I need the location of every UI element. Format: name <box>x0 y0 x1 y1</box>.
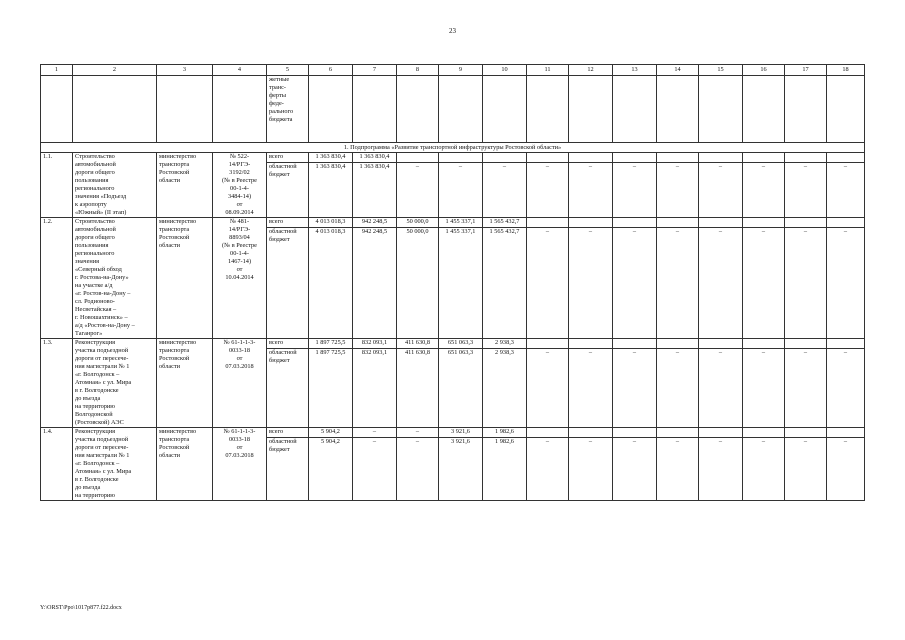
funding-value: – <box>483 163 527 218</box>
expert-document: № 522- 14/РГЭ- 3192/02 (№ в Реестре 00-1-4- 3484-14) от 08.09.2014 <box>213 153 267 218</box>
column-number: 12 <box>569 65 613 76</box>
funding-value: 3 921,6 <box>439 438 483 501</box>
funding-value: – <box>397 438 439 501</box>
column-number: 10 <box>483 65 527 76</box>
empty-cell <box>527 153 569 163</box>
executor: министерство транспорта Ростовской области <box>157 428 213 501</box>
empty-cell <box>699 76 743 143</box>
funding-value: – <box>439 163 483 218</box>
column-number: 6 <box>309 65 353 76</box>
empty-cell <box>569 218 613 228</box>
dash-cell: – <box>569 349 613 428</box>
empty-cell <box>657 153 699 163</box>
empty-cell <box>569 153 613 163</box>
empty-cell <box>743 339 785 349</box>
column-number: 4 <box>213 65 267 76</box>
dash-cell: – <box>827 228 865 339</box>
dash-cell: – <box>613 228 657 339</box>
funding-value: 411 630,8 <box>397 339 439 349</box>
empty-cell <box>527 428 569 438</box>
dash-cell: – <box>827 349 865 428</box>
dash-cell: – <box>743 228 785 339</box>
dash-cell: – <box>699 349 743 428</box>
project-name: Строительство автомобильной дороги общего пользования регионального значения «Подъезд к аэропорту «Южный» (II этап) <box>73 153 157 218</box>
dash-cell: – <box>699 163 743 218</box>
empty-cell <box>743 218 785 228</box>
dash-cell: – <box>699 228 743 339</box>
subprogram-title: 1. Подпрограмма «Развитие транспортной инфраструктуры Ростовской области» <box>41 143 865 153</box>
dash-cell: – <box>613 349 657 428</box>
funding-value <box>397 153 439 163</box>
column-number-row <box>41 65 865 76</box>
funding-source: всего <box>267 218 309 228</box>
dash-cell: – <box>657 228 699 339</box>
dash-cell: – <box>699 438 743 501</box>
funding-value: 5 904,2 <box>309 428 353 438</box>
funding-value: – <box>397 163 439 218</box>
funding-source: всего <box>267 428 309 438</box>
empty-cell <box>657 339 699 349</box>
funding-value: 1 363 830,4 <box>353 153 397 163</box>
empty-cell <box>743 153 785 163</box>
column-number: 17 <box>785 65 827 76</box>
empty-cell <box>41 76 73 143</box>
empty-cell <box>743 76 785 143</box>
table-row <box>41 153 865 163</box>
column-number: 18 <box>827 65 865 76</box>
dash-cell: – <box>613 438 657 501</box>
dash-cell: – <box>527 438 569 501</box>
project-name: Строительство автомобильной дороги общего пользования регионального значения «Северный обход г. Ростова-на-Дону» на участке а/д «г. Ростов-на-Дону – сл. Родионово- Несветайская – г. Новошахтинск» – а/д «Ростов-на-Дону – Таганрог» <box>73 218 157 339</box>
empty-cell <box>613 339 657 349</box>
dash-cell: – <box>569 438 613 501</box>
empty-cell <box>657 76 699 143</box>
financing-table <box>40 64 865 501</box>
dash-cell: – <box>785 163 827 218</box>
dash-cell: – <box>569 163 613 218</box>
dash-cell: – <box>827 438 865 501</box>
empty-cell <box>827 428 865 438</box>
empty-cell <box>785 428 827 438</box>
dash-cell: – <box>743 349 785 428</box>
empty-cell <box>827 76 865 143</box>
column-number: 15 <box>699 65 743 76</box>
project-name: Реконструкция участка подъездной дороги от пересече- ния магистрали № 1 «г. Волгодонск – Атомная» с ул. Мира в г. Волгодонске до въезда на территорию <box>73 428 157 501</box>
executor: министерство транспорта Ростовской области <box>157 218 213 339</box>
empty-cell <box>657 218 699 228</box>
empty-cell <box>527 339 569 349</box>
empty-cell <box>785 76 827 143</box>
dash-cell: – <box>827 163 865 218</box>
empty-cell <box>569 428 613 438</box>
dash-cell: – <box>743 438 785 501</box>
dash-cell: – <box>569 228 613 339</box>
empty-cell <box>827 339 865 349</box>
funding-source: областной бюджет <box>267 349 309 428</box>
funding-value: 1 982,6 <box>483 438 527 501</box>
empty-cell <box>699 153 743 163</box>
row-number: 1.1. <box>41 153 73 218</box>
empty-cell <box>785 218 827 228</box>
empty-cell <box>699 339 743 349</box>
funding-value: 1 897 725,5 <box>309 349 353 428</box>
funding-value: 411 630,8 <box>397 349 439 428</box>
funding-value: 651 063,3 <box>439 339 483 349</box>
column-number: 2 <box>73 65 157 76</box>
column-number: 8 <box>397 65 439 76</box>
funding-value: 4 013 018,3 <box>309 218 353 228</box>
empty-cell <box>527 76 569 143</box>
empty-cell <box>527 218 569 228</box>
funding-value: 1 897 725,5 <box>309 339 353 349</box>
table-row <box>41 428 865 438</box>
empty-cell <box>785 339 827 349</box>
empty-cell <box>213 76 267 143</box>
dash-cell: – <box>657 163 699 218</box>
empty-cell <box>613 428 657 438</box>
dash-cell: – <box>657 349 699 428</box>
dash-cell: – <box>527 349 569 428</box>
column-number: 16 <box>743 65 785 76</box>
empty-cell <box>569 339 613 349</box>
funding-value: 832 093,1 <box>353 349 397 428</box>
funding-value: – <box>353 438 397 501</box>
column-number: 13 <box>613 65 657 76</box>
funding-source: областной бюджет <box>267 438 309 501</box>
empty-cell <box>569 76 613 143</box>
funding-value: 1 363 830,4 <box>309 153 353 163</box>
table-row <box>41 339 865 349</box>
empty-cell <box>397 76 439 143</box>
funding-value: 1 982,6 <box>483 428 527 438</box>
empty-cell <box>785 153 827 163</box>
funding-value: 1 363 830,4 <box>353 163 397 218</box>
empty-cell <box>613 76 657 143</box>
funding-value: 2 938,3 <box>483 349 527 428</box>
empty-cell <box>613 218 657 228</box>
expert-document: № 481- 14/РГЭ- 8893/04 (№ в Реестре 00-1-4- 1467-14) от 10.04.2014 <box>213 218 267 339</box>
dash-cell: – <box>527 163 569 218</box>
funding-value <box>439 153 483 163</box>
empty-cell <box>827 153 865 163</box>
expert-document: № 61-1-1-3- 0033-18 от 07.03.2018 <box>213 339 267 428</box>
continuation-row <box>41 76 865 143</box>
funding-value: 942 248,5 <box>353 218 397 228</box>
funding-value: 1 455 337,1 <box>439 218 483 228</box>
funding-value: 1 565 432,7 <box>483 228 527 339</box>
continuation-text: жетные транс- ферты феде- рального бюджета <box>267 76 309 143</box>
dash-cell: – <box>657 438 699 501</box>
empty-cell <box>699 218 743 228</box>
funding-value: 942 248,5 <box>353 228 397 339</box>
funding-value: 1 565 432,7 <box>483 218 527 228</box>
expert-document: № 61-1-1-3- 0033-18 от 07.03.2018 <box>213 428 267 501</box>
empty-cell <box>699 428 743 438</box>
funding-value: 2 938,3 <box>483 339 527 349</box>
dash-cell: – <box>785 438 827 501</box>
empty-cell <box>73 76 157 143</box>
funding-value: 4 013 018,3 <box>309 228 353 339</box>
subprogram-row <box>41 143 865 153</box>
dash-cell: – <box>743 163 785 218</box>
funding-value: 651 063,3 <box>439 349 483 428</box>
dash-cell: – <box>785 349 827 428</box>
funding-value: – <box>397 428 439 438</box>
executor: министерство транспорта Ростовской области <box>157 153 213 218</box>
funding-value: 5 904,2 <box>309 438 353 501</box>
empty-cell <box>157 76 213 143</box>
funding-source: областной бюджет <box>267 163 309 218</box>
funding-value: 50 000,0 <box>397 228 439 339</box>
row-number: 1.2. <box>41 218 73 339</box>
row-number: 1.3. <box>41 339 73 428</box>
empty-cell <box>353 76 397 143</box>
project-name: Реконструкция участка подъездной дороги от пересече- ния магистрали № 1 «г. Волгодонск – Атомная» с ул. Мира в г. Волгодонске до въезда на территорию Волгодонской (Ростовской) АЭС <box>73 339 157 428</box>
funding-source: областной бюджет <box>267 228 309 339</box>
column-number: 1 <box>41 65 73 76</box>
column-number: 9 <box>439 65 483 76</box>
dash-cell: – <box>613 163 657 218</box>
empty-cell <box>309 76 353 143</box>
table-row <box>41 218 865 228</box>
empty-cell <box>483 76 527 143</box>
funding-value: – <box>353 428 397 438</box>
dash-cell: – <box>527 228 569 339</box>
executor: министерство транспорта Ростовской области <box>157 339 213 428</box>
column-number: 3 <box>157 65 213 76</box>
file-path: Y:\ORST\Ppo\1017p877.f22.docx <box>40 605 122 611</box>
empty-cell <box>613 153 657 163</box>
column-number: 11 <box>527 65 569 76</box>
funding-value: 1 455 337,1 <box>439 228 483 339</box>
empty-cell <box>439 76 483 143</box>
empty-cell <box>657 428 699 438</box>
funding-source: всего <box>267 153 309 163</box>
column-number: 14 <box>657 65 699 76</box>
row-number: 1.4. <box>41 428 73 501</box>
funding-source: всего <box>267 339 309 349</box>
empty-cell <box>743 428 785 438</box>
funding-value <box>483 153 527 163</box>
page-number: 23 <box>449 27 456 35</box>
column-number: 5 <box>267 65 309 76</box>
funding-value: 832 093,1 <box>353 339 397 349</box>
column-number: 7 <box>353 65 397 76</box>
empty-cell <box>827 218 865 228</box>
funding-value: 3 921,6 <box>439 428 483 438</box>
dash-cell: – <box>785 228 827 339</box>
funding-value: 50 000,0 <box>397 218 439 228</box>
funding-value: 1 363 830,4 <box>309 163 353 218</box>
